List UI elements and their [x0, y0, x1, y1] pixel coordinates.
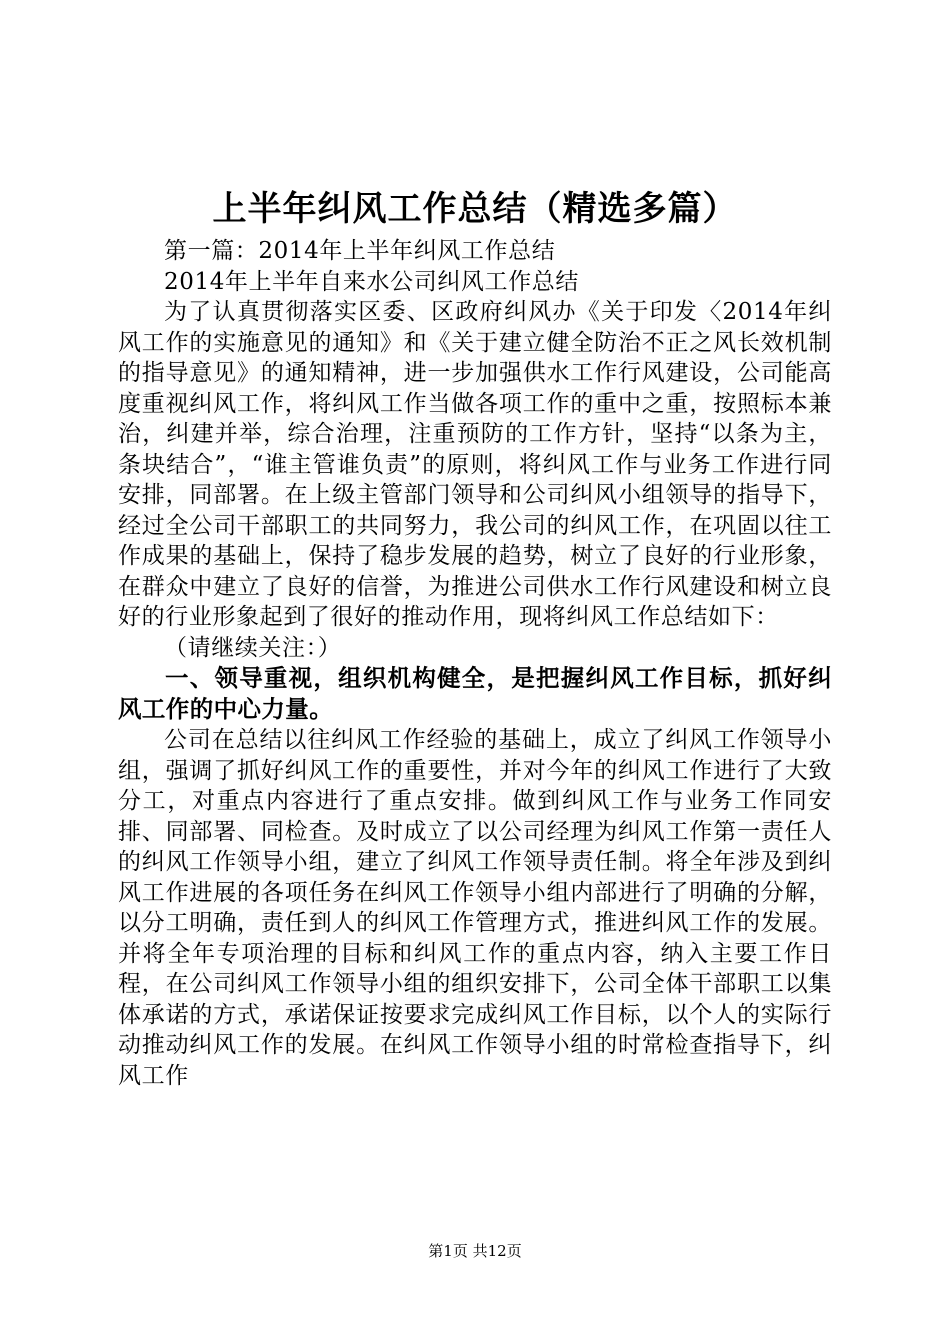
paragraph-section-one: 公司在总结以往纠风工作经验的基础上，成立了纠风工作领导小组，强调了抓好纠风工作的重要性，并对今年的纠风工作进行了大致分工，对重点内容进行了重点安排。做到纠风工作与业务工作同安排、同部署、同检查。及时成立了以公司经理为纠风工作第一责任人的纠风工作领导小组，建立了纠风工作领导责任制。将全年涉及到纠风工作进展的各项任务在纠风工作领导小组内部进行了明确的分解，以分工明确，责任到人的纠风工作管理方式，推进纠风工作的发展。并将全年专项治理的目标和纠风工作的重点内容，纳入主要工作日程，在公司纠风工作领导小组的组织安排下，公司全体干部职工以集体承诺的方式，承诺保证按要求完成纠风工作目标，以个人的实际行动推动纠风工作的发展。在纠风工作领导小组的时常检查指导下，纠风工作	[118, 727, 832, 1089]
section-heading-part-one: 第一篇：2014年上半年纠风工作总结	[164, 238, 556, 264]
document-body	[118, 236, 832, 1091]
section-heading-one: 一、领导重视，组织机构健全，是把握纠风工作目标，抓好纠风工作的中心力量。	[118, 664, 832, 723]
page-footer: 第1页 共12页	[428, 1242, 522, 1260]
continue-note: （请继续关注：）	[164, 634, 342, 661]
subtitle: 2014年上半年自来水公司纠风工作总结	[164, 268, 579, 295]
document-title: 上半年纠风工作总结（精选多篇）	[212, 189, 738, 229]
paragraph-intro: 为了认真贯彻落实区委、区政府纠风办《关于印发〈2014年纠风工作的实施意见的通知》和《关于建立健全防治不正之风长效机制的指导意见》的通知精神，进一步加强供水工作行风建设，公司能高度重视纠风工作，将纠风工作当做各项工作的重中之重，按照标本兼治，纠建并举，综合治理，注重预防的工作方针，坚持“以条为主，条块结合”，“谁主管谁负责”的原则，将纠风工作与业务工作进行同安排，同部署。在上级主管部门领导和公司纠风小组领导的指导下，经过全公司干部职工的共同努力，我公司的纠风工作，在巩固以往工作成果的基础上，保持了稳步发展的趋势，树立了良好的行业形象，在群众中建立了良好的信誉，为推进公司供水工作行风建设和树立良好的行业形象起到了很好的推动作用，现将纠风工作总结如下：	[118, 299, 832, 630]
